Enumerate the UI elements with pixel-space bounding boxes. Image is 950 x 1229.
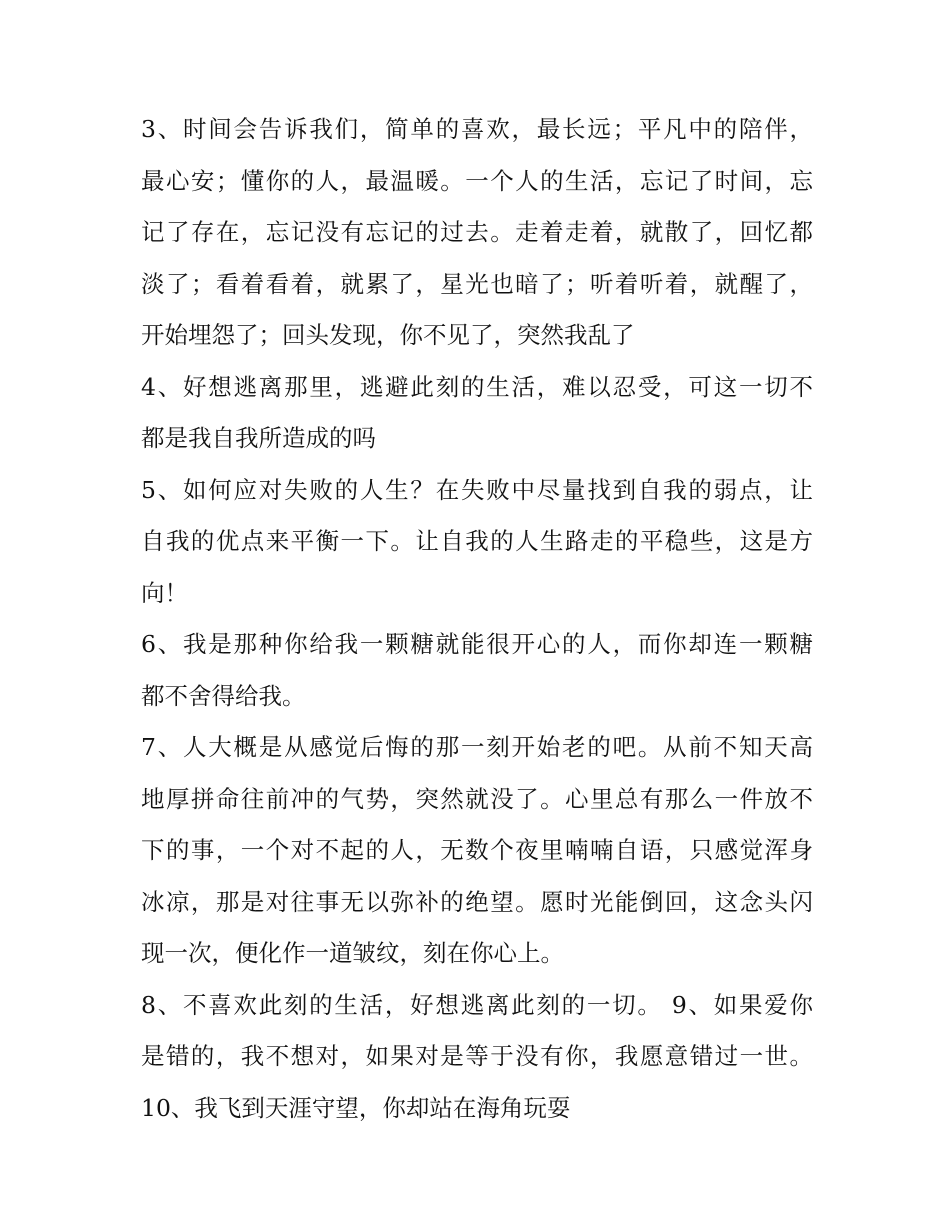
text-line: 5、如何应对失败的人生？在失败中尽量找到自我的弱点，让: [141, 475, 813, 504]
document-body: [141, 104, 813, 1134]
text-line: 最心安；懂你的人，最温暖。一个人的生活，忘记了时间，忘: [141, 166, 813, 195]
text-line: 3、时间会告诉我们，简单的喜欢，最长远；平凡中的陪伴，: [141, 115, 813, 143]
text-line: 8、不喜欢此刻的生活，好想逃离此刻的一切。 9、如果爱你: [141, 990, 813, 1019]
text-line: 下的事，一个对不起的人，无数个夜里喃喃自语，只感觉浑身: [141, 836, 813, 864]
text-line: 冰凉，那是对往事无以弥补的绝望。愿时光能倒回，这念头闪: [141, 887, 813, 916]
text-line: 淡了；看着看着，就累了，星光也暗了；听着听着，就醒了，: [141, 269, 813, 298]
text-line: 地厚拼命往前冲的气势，突然就没了。心里总有那么一件放不: [141, 784, 813, 813]
text-line: 是错的，我不想对，如果对是等于没有你，我愿意错过一世。: [141, 1042, 813, 1070]
text-line: 现一次，便化作一道皱纹，刻在你心上。: [141, 939, 564, 967]
text-line: 向！: [141, 578, 188, 607]
text-line: 7、人大概是从感觉后悔的那一刻开始老的吧。从前不知天高: [141, 733, 813, 761]
text-line: 10、我飞到天涯守望，你却站在海角玩耍: [141, 1093, 571, 1122]
text-line: 4、好想逃离那里，逃避此刻的生活，难以忍受，可这一切不: [141, 372, 813, 401]
text-line: 都是我自我所造成的吗: [141, 424, 376, 452]
text-line: 记了存在，忘记没有忘记的过去。走着走着，就散了，回忆都: [141, 218, 813, 246]
text-line: 自我的优点来平衡一下。让自我的人生路走的平稳些，这是方: [141, 527, 813, 555]
text-line: 6、我是那种你给我一颗糖就能很开心的人，而你却连一颗糖: [141, 630, 813, 658]
text-line: 开始埋怨了；回头发现，你不见了，突然我乱了: [141, 321, 635, 349]
text-line: 都不舍得给我。: [141, 681, 306, 710]
